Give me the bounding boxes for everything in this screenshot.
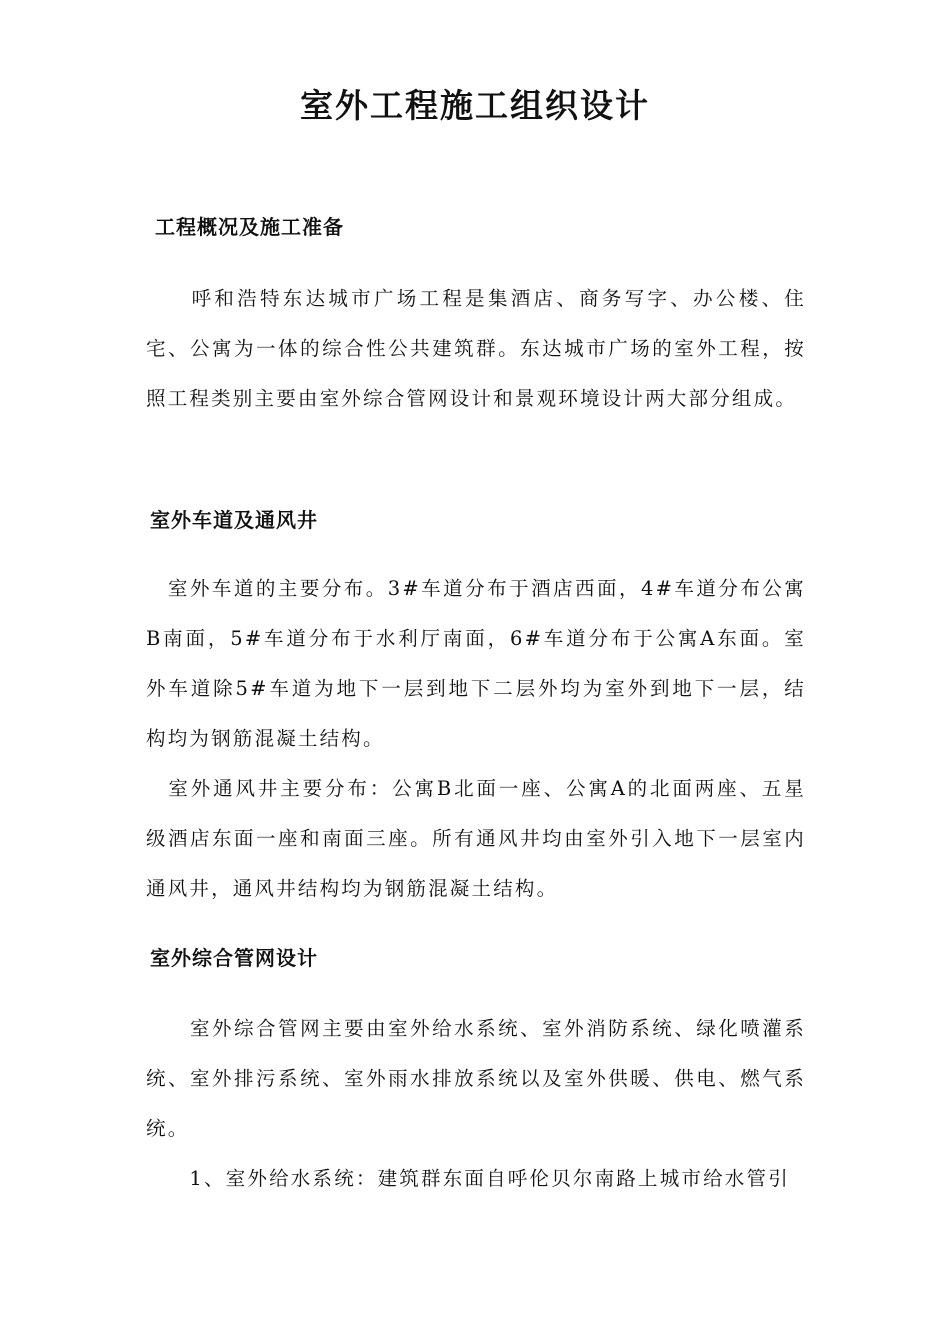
document-title: 室外工程施工组织设计 (300, 86, 650, 125)
paragraph-overview: 呼和浩特东达城市广场工程是集酒店、商务写字、办公楼、住宅、公寓为一体的综合性公共建筑群。东达城市广场的室外工程，按照工程类别主要由室外综合管网设计和景观环境设计两大部分组成。 (146, 287, 806, 410)
section-heading-overview: 工程概况及施工准备 (155, 215, 344, 239)
paragraph-ventilation-shaft: 室外通风井主要分布：公寓B北面一座、公寓A的北面两座、五星级酒店东面一座和南面三座。所有通风井均由室外引入地下一层室内通风井，通风井结构均为钢筋混凝土结构。 (146, 777, 806, 900)
section-heading-driveway: 室外车道及通风井 (150, 508, 318, 532)
paragraph-driveway: 室外车道的主要分布。3#车道分布于酒店西面，4#车道分布公寓B南面，5#车道分布于水利厅南面，6#车道分布于公寓A东面。室外车道除5#车道为地下一层到地下二层外均为室外到地下一层，结构均为钢筋混凝土结构。 (146, 577, 806, 750)
paragraph-pipe-network: 室外综合管网主要由室外给水系统、室外消防系统、绿化喷灌系统、室外排污系统、室外雨水排放系统以及室外供暖、供电、燃气系统。 (146, 1017, 806, 1140)
paragraph-water-supply: 1、室外给水系统：建筑群东面自呼伦贝尔南路上城市给水管引 (146, 1167, 790, 1190)
section-heading-pipe-network: 室外综合管网设计 (150, 946, 318, 970)
